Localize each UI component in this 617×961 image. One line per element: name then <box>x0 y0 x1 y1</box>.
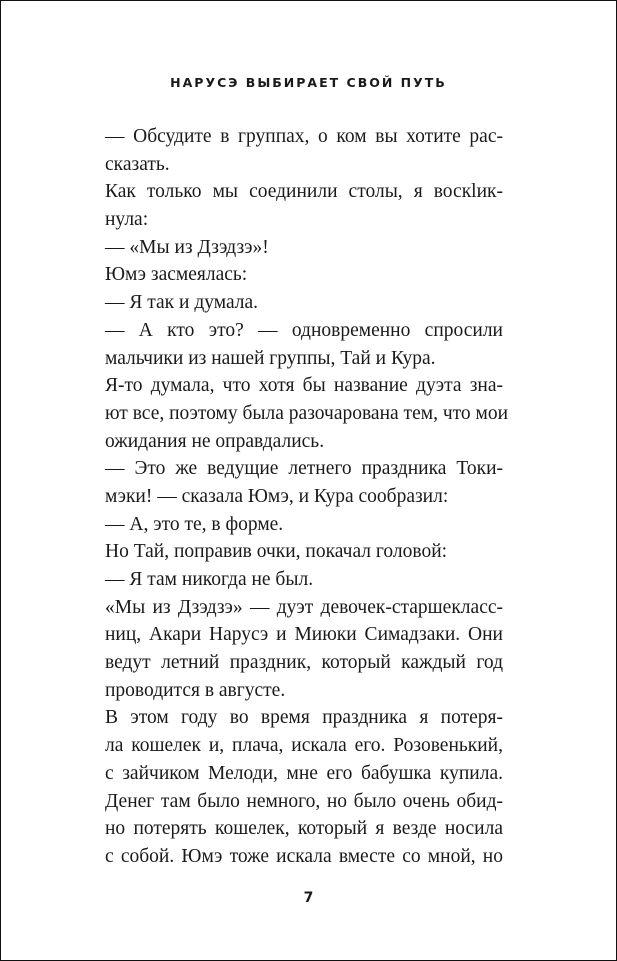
text-line: ниц, Акари Нарусэ и Миюки Симадзаки. Они <box>105 624 503 646</box>
text-line: — Обсудите в группах, о ком вы хотите рас- <box>105 126 503 147</box>
text-line: Но Тай, поправив очки, покачал головой: <box>105 541 448 563</box>
body-text <box>105 123 509 871</box>
text-line: В этом году во время праздника я потеря- <box>105 707 503 729</box>
text-line: — «Мы из Дзэдзэ»! <box>105 236 269 258</box>
text-line: — Я там никогда не был. <box>105 569 314 590</box>
text-line: мэки! — сказала Юмэ, и Кура сообразил: <box>105 485 449 507</box>
text-line: ведут летний праздник, который каждый год <box>105 652 503 674</box>
text-line: ла кошелек и, плача, искала его. Розовенький, <box>105 735 503 757</box>
text-line: нула: <box>105 209 149 231</box>
text-line: сказать. <box>105 153 170 175</box>
text-line: Юмэ засмеялась: <box>105 264 248 286</box>
text-line: ожидания не оправдались. <box>105 430 325 452</box>
text-line: с зайчиком Мелоди, мне его бабушка купила. <box>105 762 503 784</box>
text-line: — Это же ведущие летнего праздника Токи- <box>105 458 503 480</box>
text-line: — А, это те, в форме. <box>105 513 284 535</box>
text-line: — А кто это? — одновременно спросили <box>105 319 503 341</box>
text-line: ют все, поэтому была разочарована тем, что мои <box>105 402 509 424</box>
text-line: — Я так и думала. <box>105 292 259 314</box>
text-line: «Мы из Дзэдзэ» — дуэт девочек-старшекласс- <box>105 596 503 618</box>
running-title: НАРУСЭ ВЫБИРАЕТ СВОЙ ПУТЬ <box>170 75 447 90</box>
text-line: с собой. Юмэ тоже искала вместе со мной, но <box>105 845 503 867</box>
page-number: 7 <box>303 890 314 906</box>
text-line: Я-то думала, что хотя бы название дуэта зна- <box>105 375 503 397</box>
text-line: Как только мы соединили столы, я воскlик- <box>105 181 503 203</box>
text-line: но потерять кошелек, который я везде носила <box>105 818 503 840</box>
text-line: проводится в августе. <box>105 679 286 701</box>
text-line: мальчики из нашей группы, Тай и Кура. <box>105 347 436 369</box>
text-line: Денег там было немного, но было очень обид- <box>105 790 503 812</box>
